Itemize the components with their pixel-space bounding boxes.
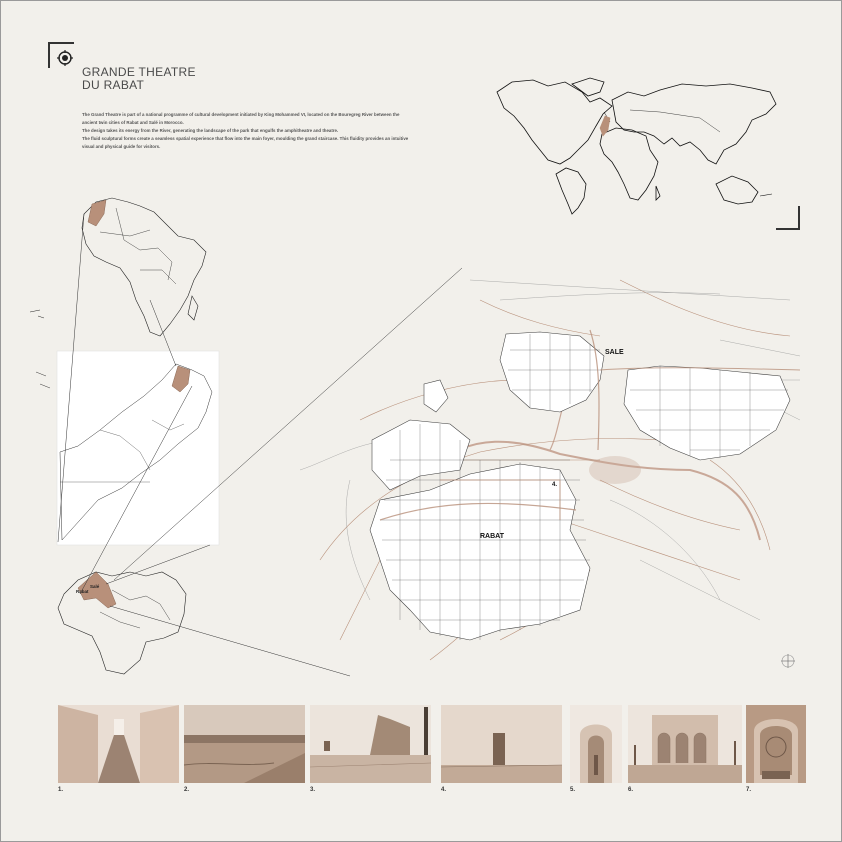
description-paragraph-3: The fluid sculptural forms create a seamless spatial experience that flow into the main foyer, moulding the grand staircase. This fluidity provides an intuitive visual and physical guide for visitors. <box>82 136 409 149</box>
photo-number-2: 2. <box>184 787 190 793</box>
city-map <box>300 280 800 660</box>
title-line-2: DU RABAT <box>82 78 145 92</box>
photo-number-4: 4. <box>441 787 447 793</box>
photo-3 <box>310 705 431 783</box>
photo-number-6: 6. <box>628 787 634 793</box>
region-map <box>58 572 186 674</box>
africa-map <box>30 198 206 336</box>
world-map <box>497 78 776 214</box>
city-label-sale: SALE <box>605 349 624 356</box>
photo-number-1: 1. <box>58 787 64 793</box>
region-label-sale: Salé <box>90 584 100 589</box>
photo-6 <box>628 705 742 783</box>
description-paragraph-1: The Grand Theatre is part of a national programme of cultural development initiated by King Mohammed VI, located on the Bouregreg River between the ancient twin cities of Rabat and Salé in Morocco. <box>82 112 400 125</box>
morocco-map-panel <box>57 351 219 545</box>
photo-number-7: 7. <box>746 787 752 793</box>
title-line-1: GRANDE THEATRE <box>82 65 196 79</box>
photo-2 <box>184 705 305 783</box>
photo-number-5: 5. <box>570 787 576 793</box>
description-paragraph-2: The design takes its energy from the River, generating the landscape of the park that engulfs the amphitheatre and theatre. <box>82 128 339 133</box>
photo-7 <box>746 705 806 783</box>
morocco-highlight-world <box>600 116 610 136</box>
photo-5 <box>570 705 622 783</box>
region-label-rabat: Rabat <box>76 589 89 594</box>
photo-4 <box>441 705 562 783</box>
north-arrow-icon <box>781 653 795 672</box>
site-marker-label: 4. <box>552 482 558 488</box>
morocco-highlight-africa <box>88 200 106 226</box>
photo-number-3: 3. <box>310 787 316 793</box>
city-label-rabat: RABAT <box>480 533 504 540</box>
photo-1 <box>58 705 179 783</box>
